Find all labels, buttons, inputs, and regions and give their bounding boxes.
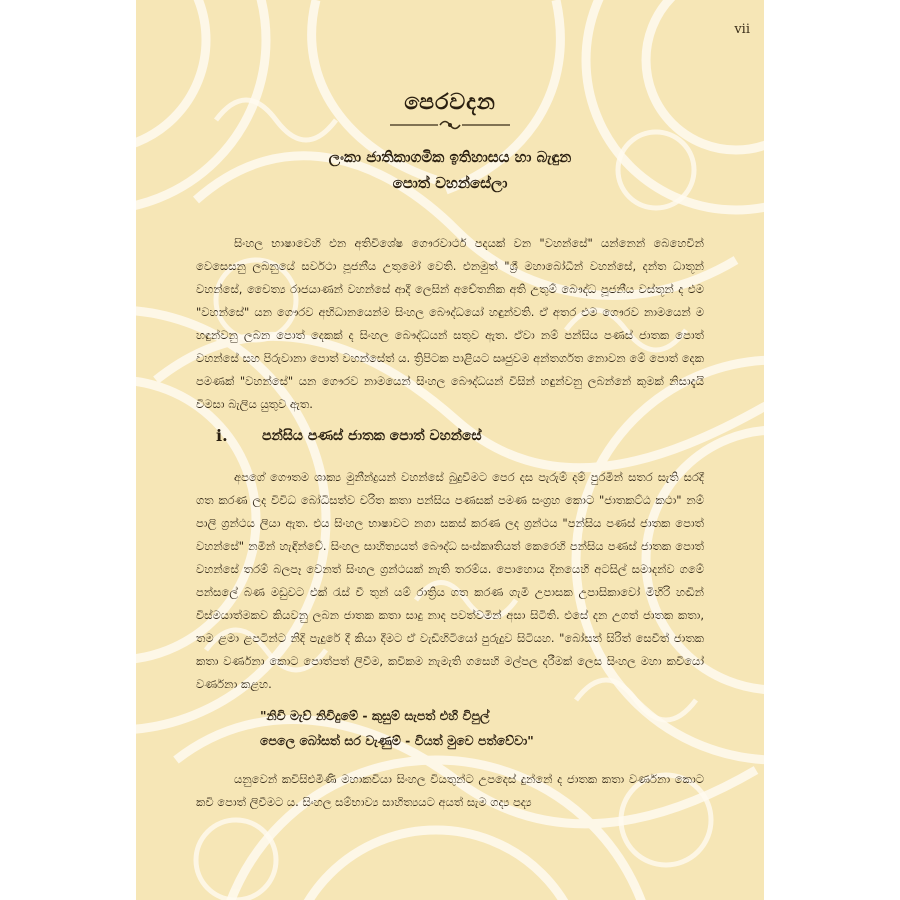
intro-paragraph-text: සිංහල භාෂාවෙහි එන අතිවිශේෂ ගෞරවාර්ථ පදයක් වන "වහන්සේ" යන්නෙන් බෙහෙවින් වෙසෙසනු ලබනුයේ සර්වථා පූජනීය උතුමෝ වෙති. එනමුත් "ශ්‍රී මහාබෝධීන් වහන්සේ, දන්ත ධාතූන් වහන්සේ, චෛත්‍ය රාජයාණන් වහන්සේ ආදී ලෙසින් අචේතනික අති උතුම් බෞද්ධ පූජනීය වස්තූන් ද එම "වහන්සේ" යන ගෞරව අභිධානයෙන්ම සිංහල බෞද්ධයෝ හඳුන්වති. ඒ අතර එම ගෞරව නාමයෙන් ම හඳුන්වනු ලබන පොත් දෙකක් ද සිංහල බෞද්ධයන් සතුව ඇත. ඒවා නම් පන්සිය පණස් ජාතක පොත් වහන්සේ සහ පිරුවානා පොත් වහන්සේත් ය. ත්‍රිපිටක පාළියට සෘජුවම අන්තර්ගත නොවන මේ පොත් දෙක පමණක් "වහන්සේ" යන ගෞරව නාමයෙන් සිංහල බෞද්ධයන් විසින් හඳුන්වනු ලබන්නේ කුමක් නිසාදැයි විමසා බැලිය යුතුව ඇත.: [196, 236, 704, 411]
section-paragraph-text: අපගේ ගෞතම ශාක්‍ය මුනීන්ද්‍රයන් වහන්සේ බුදුවීමට පෙර දස පැරුම් දම් පුරමින් සතර සැති සරදී ගත කරණ ලද විවිධ බෝධිසත්ව චරිත කතා පන්සිය පණසක් පමණ සංග්‍රහ කොට "ජාතකට්ඨ කථා" නම් පාලි ග්‍රන්ථය ලියා ඇත. එය සිංහල භාෂාවට නගා සකස් කරණ ලද ග්‍රන්ථය "පන්සිය පණස් ජාතක පොත් වහන්සේ" නමින් හැඳින්වේ. සිංහල සාහිත්‍යයත් බෞද්ධ සංස්කෘතියත් කෙරෙහි පන්සිය පණස් ජාතක පොත් වහන්සේ තරම් බලපෑ වෙනත් සිංහල ග්‍රන්ථයක් නැති තරම්ය. පොහොය දිනයෙහි අටසිල් සමාදන්ව ගමේ පන්සලේ බණ මඩුවට එක් රැස් වී තුන් යම් රාත්‍රිය ගත කරණ ගැමි උපාසක උපාසිකාවෝ මිහිරි හඬින් විස්මයාත්මකව කියවනු ලබන ජාතක කතා සාදු නාද පවත්වමින් අසා සිටිති. එසේ දන උගත් ජාතක කතා, තම ළමා ළපටින්ට නිදි පැදුරේ දී කියා දීමට ඒ වැඩිහිටියෝ පුරුදුව සිටියහ. "බෝසත් සිරිත් සෙවීත් ජාතක කතා වර්ණනා කොට පොත්පත් ලිවීම, කවිකම නැමැති ගසෙහි මල්පල දරීමක් ලෙස සිංහල මහා කවියෝ වර්ණනා කළහ.: [196, 470, 704, 691]
section-title: පන්සිය පණස් ජාතක පොත් වහන්සේ: [262, 428, 482, 444]
closing-paragraph-text: යනුවෙන් කවිසිළුමිණි මහාකවියා සිංහල වියතුන්ට උපදෙස් දුන්නේ ද ජාතක කතා වර්ණනා කොට කවි පොත් ලිවීමට ය. සිංහල සම්භාව්‍ය සාහිත්‍යයට අයත් සැම ගද්‍ය පද්‍ය: [196, 772, 704, 809]
section-number: i.: [216, 426, 228, 445]
subtitle-line-1: ලංකා ජාතිකාගමික ඉතිහාසය හා බැඳුන: [328, 148, 572, 166]
page-number: vii: [734, 22, 750, 37]
closing-paragraph: [196, 768, 704, 814]
subtitle-line-2: පොත් වහන්සේලා: [392, 174, 508, 192]
page-title: පෙරවදන: [404, 90, 496, 115]
intro-paragraph: [196, 232, 704, 416]
section-paragraph: [196, 466, 704, 696]
verse-line-2: පෙලෙ බෝසත් සර වැණුම් - වියත් මුවෙ පත්වේවා": [260, 733, 534, 748]
ornament-divider-icon: [390, 118, 510, 132]
verse-line-1: "නිවි මැව් නිවිදුමේ - කුසුම් සැපත් එහි විපුල්: [260, 708, 490, 723]
ornamental-background-pattern: [136, 0, 764, 900]
book-page: [136, 0, 764, 900]
